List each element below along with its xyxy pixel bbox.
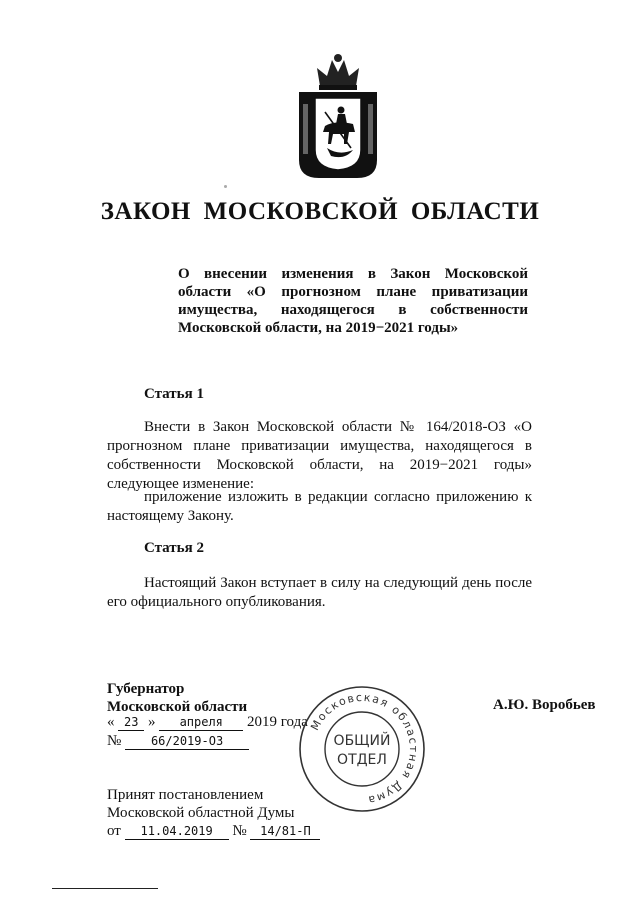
scan-speck <box>224 185 227 188</box>
article-2-heading: Статья 2 <box>144 540 204 556</box>
seal-center-line-1: ОБЩИЙ <box>333 733 391 749</box>
law-number-label: № <box>107 733 122 749</box>
signatory-position-line-1: Губернатор <box>107 681 185 697</box>
page-title: ЗАКОН МОСКОВСКОЙ ОБЛАСТИ <box>100 198 540 225</box>
signatory-name: А.Ю. Воробьев <box>493 697 596 713</box>
signing-date-line <box>107 714 308 731</box>
signing-year: 2019 года <box>247 714 308 730</box>
seal-center-line-2: ОТДЕЛ <box>337 752 387 768</box>
article-1-paragraph-2: приложение изложить в редакции согласно приложению к настоящему Закону. <box>107 489 532 524</box>
footer-rule <box>52 888 158 889</box>
law-number-line <box>107 733 249 750</box>
adoption-line-1: Принят постановлением <box>107 787 264 803</box>
article-1-paragraph-1: Внести в Закон Московской области № 164/2018-ОЗ «О прогнозном плане приватизации имущества, находящегося в собственности Московской области, на 2019−2021 годы» следующее изменение: <box>107 419 532 492</box>
signatory-position-line-2: Московской области <box>107 699 248 715</box>
law-number: 66/2019-ОЗ <box>125 734 249 750</box>
seal-ring-text: Московская областная Дума <box>308 690 421 807</box>
adoption-date-prefix: от <box>107 823 121 839</box>
signing-month: апреля <box>159 715 243 731</box>
adoption-number-label: № <box>232 823 247 839</box>
adoption-number: 14/81-П <box>250 824 320 840</box>
adoption-date: 11.04.2019 <box>125 824 229 840</box>
adoption-line-2: Московской областной Думы <box>107 805 295 821</box>
law-subject: О внесении изменения в Закон Московской области «О прогнозном плане приватизации имущества, находящегося в собственности Московской области, на 2019−2021 годы» <box>178 266 528 336</box>
signatory-position <box>107 680 247 716</box>
adoption-note <box>107 786 320 840</box>
article-1-heading: Статья 1 <box>144 386 204 402</box>
round-seal-icon <box>296 683 428 815</box>
date-quote-close: » <box>148 714 156 730</box>
moscow-oblast-coat-of-arms-icon <box>295 52 381 184</box>
article-2-paragraph-1: Настоящий Закон вступает в силу на следующий день после его официального опубликования. <box>107 575 532 610</box>
adoption-date-line <box>107 822 320 840</box>
signing-day: 23 <box>118 715 144 731</box>
date-quote-open: « <box>107 714 115 730</box>
